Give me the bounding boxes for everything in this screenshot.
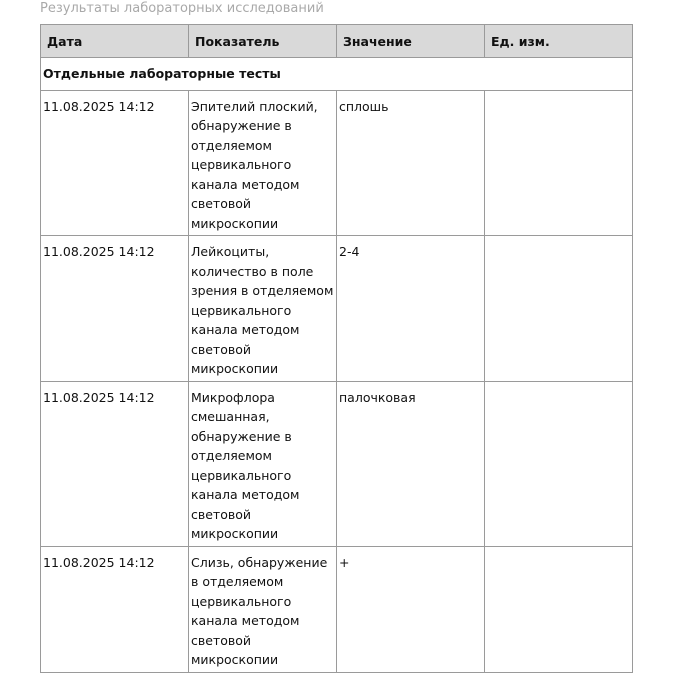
cell-unit xyxy=(485,381,633,546)
column-header-unit: Ед. изм. xyxy=(485,25,633,58)
cell-value: сплошь xyxy=(337,90,485,236)
lab-results-table xyxy=(40,24,633,673)
cell-date: 11.08.2025 14:12 xyxy=(41,381,189,546)
cell-date: 11.08.2025 14:12 xyxy=(41,236,189,382)
cell-unit xyxy=(485,546,633,672)
group-title: Отдельные лабораторные тесты xyxy=(41,58,633,91)
cell-indicator: Слизь, обнаружение в отделяемом цервикального канала методом световой микроскопии xyxy=(189,546,337,672)
table-row xyxy=(41,90,633,236)
cell-unit xyxy=(485,90,633,236)
cell-value: + xyxy=(337,546,485,672)
cell-indicator: Микрофлора смешанная, обнаружение в отделяемом цервикального канала методом световой микроскопии xyxy=(189,381,337,546)
column-header-value: Значение xyxy=(337,25,485,58)
group-row xyxy=(41,58,633,91)
table-row xyxy=(41,236,633,382)
cell-indicator: Лейкоциты, количество в поле зрения в отделяемом цервикального канала методом световой микроскопии xyxy=(189,236,337,382)
table-header-row xyxy=(41,25,633,58)
cell-date: 11.08.2025 14:12 xyxy=(41,546,189,672)
column-header-indicator: Показатель xyxy=(189,25,337,58)
table-row xyxy=(41,546,633,672)
column-header-date: Дата xyxy=(41,25,189,58)
cell-value: 2-4 xyxy=(337,236,485,382)
cell-unit xyxy=(485,236,633,382)
cell-value: палочковая xyxy=(337,381,485,546)
cell-indicator: Эпителий плоский, обнаружение в отделяемом цервикального канала методом световой микроскопии xyxy=(189,90,337,236)
cell-date: 11.08.2025 14:12 xyxy=(41,90,189,236)
table-row xyxy=(41,381,633,546)
section-title: Результаты лабораторных исследований xyxy=(40,1,324,16)
